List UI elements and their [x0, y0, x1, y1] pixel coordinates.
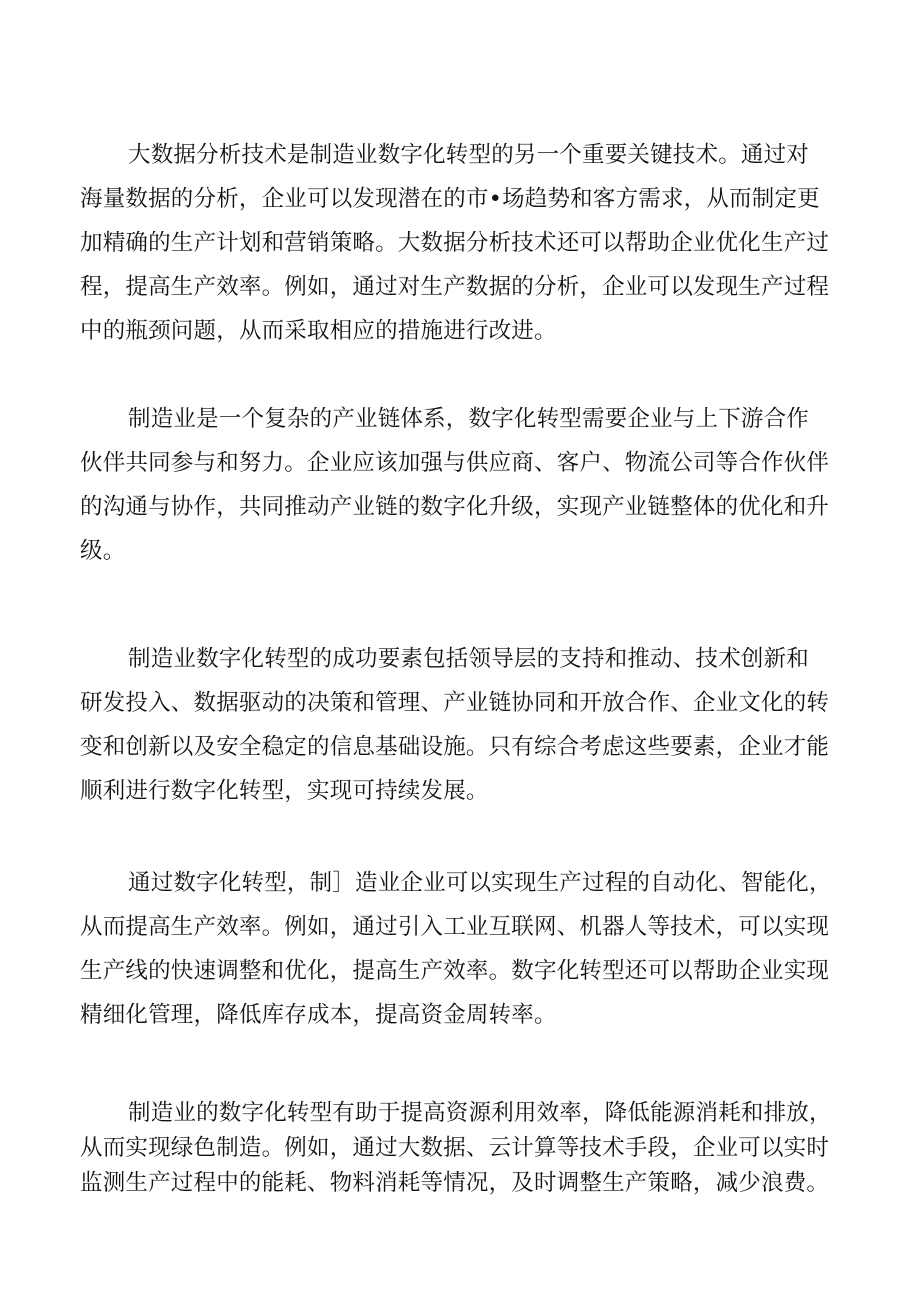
- paragraph-line: 海量数据的分析，企业可以发现潜在的市•场趋势和客方需求，从而制定更: [80, 186, 820, 212]
- paragraph-line: 从而实现绿色制造。例如，通过大数据、云计算等技术手段，企业可以实时: [80, 1135, 830, 1161]
- paragraph-line: 监测生产过程中的能耗、物料消耗等情况，及时调整生产策略，减少浪费。: [80, 1170, 830, 1196]
- paragraph-line: 制造业是一个复杂的产业链体系，数字化转型需要企业与上下游合作: [128, 406, 810, 432]
- paragraph-big-data-analysis: [80, 133, 840, 353]
- paragraph-line: 研发投入、数据驱动的决策和管理、产业链协同和开放合作、企业文化的转: [80, 690, 830, 716]
- paragraph-line: 制造业数字化转型的成功要素包括领导层的支持和推动、技术创新和: [128, 646, 810, 672]
- paragraph-line: 的沟通与协作，共同推动产业链的数字化升级，实现产业链整体的优化和升: [80, 494, 830, 520]
- paragraph-line: 中的瓶颈问题，从而采取相应的措施进行改进。: [80, 318, 557, 344]
- paragraph-success-factors: [80, 637, 840, 813]
- paragraph-line: 通过数字化转型，制］造业企业可以实现生产过程的自动化、智能化，: [128, 870, 832, 896]
- paragraph-line: 大数据分析技术是制造业数字化转型的另一个重要关键技术。通过对: [128, 142, 810, 168]
- paragraph-line: 级。: [80, 538, 126, 564]
- paragraph-industry-chain: [80, 397, 840, 573]
- paragraph-line: 顺利进行数字化转型，实现可持续发展。: [80, 778, 489, 804]
- paragraph-line: 加精确的生产计划和营销策略。大数据分析技术还可以帮助企业优化生产过: [80, 230, 830, 256]
- paragraph-line: 制造业的数字化转型有助于提高资源利用效率，降低能源消耗和排放，: [128, 1100, 832, 1126]
- paragraph-line: 精细化管理，降低库存成本，提高资金周转率。: [80, 1002, 557, 1028]
- paragraph-line: 程，提高生产效率。例如，通过对生产数据的分析，企业可以发现生产过程: [80, 274, 830, 300]
- paragraph-line: 伙伴共同参与和努力。企业应该加强与供应商、客户、物流公司等合作伙伴: [80, 450, 830, 476]
- paragraph-line: 生产线的快速调整和优化，提高生产效率。数字化转型还可以帮助企业实现: [80, 958, 830, 984]
- paragraph-production-efficiency: [80, 861, 840, 1037]
- paragraph-line: 从而提高生产效率。例如，通过引入工业互联网、机器人等技术，可以实现: [80, 914, 830, 940]
- paragraph-green-manufacturing: [80, 1096, 840, 1201]
- paragraph-line: 变和创新以及安全稳定的信息基础设施。只有综合考虑这些要素，企业才能: [80, 734, 830, 760]
